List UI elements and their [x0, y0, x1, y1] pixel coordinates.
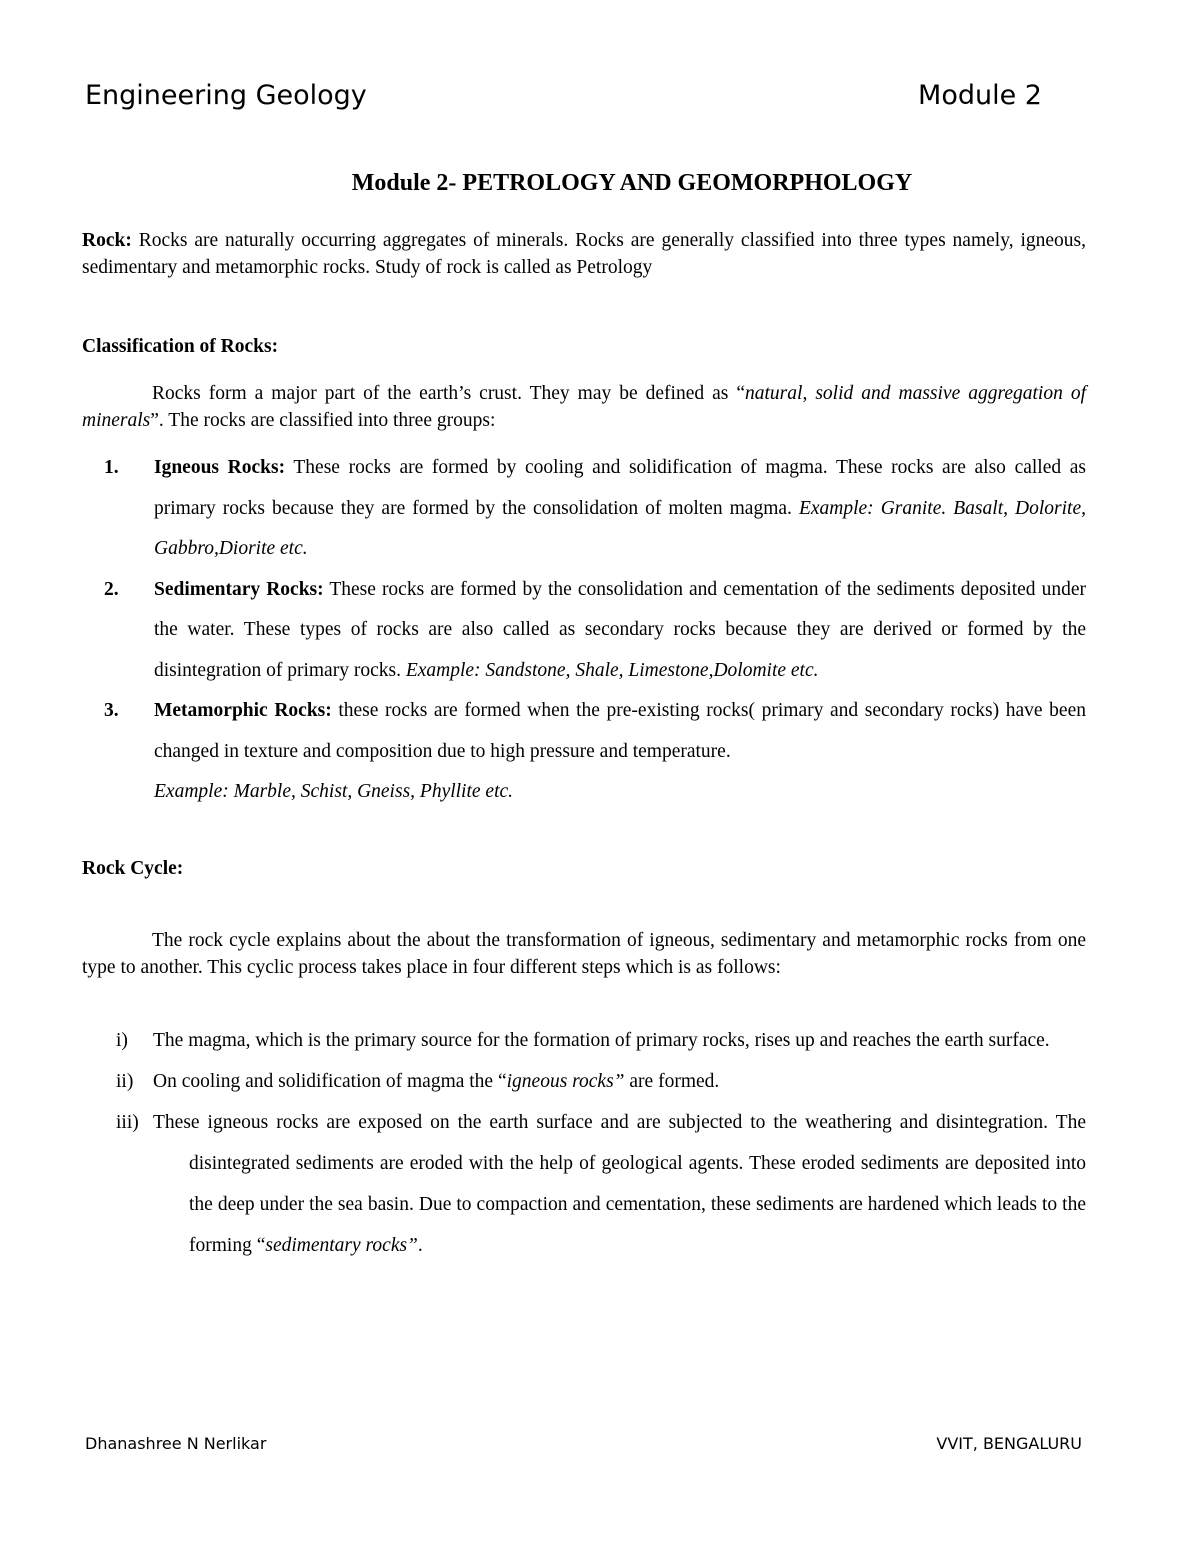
header-course-title: Engineering Geology [85, 80, 367, 111]
list-item-step-3 [82, 1102, 1086, 1266]
header-module-label: Module 2 [918, 80, 1042, 111]
rock-cycle-intro [82, 928, 1086, 981]
page-title: Module 2- PETROLOGY AND GEOMORPHOLOGY [351, 170, 913, 196]
list-item-label: Igneous Rocks: [154, 457, 286, 478]
list-item-text: These rocks are formed by cooling and solidification of magma. These rocks are also called as primary rocks because they are formed by the consolidation of molten magma. [154, 457, 1087, 519]
rock-cycle-heading: Rock Cycle: [82, 858, 184, 879]
step-label: iii) [116, 1112, 139, 1133]
list-item-metamorphic [82, 691, 1086, 813]
list-item-step-1 [82, 1020, 1086, 1061]
step-text: These igneous rocks are exposed on the earth surface and are subjected to the weathering and disintegration. The disintegrated sediments are eroded with the help of geological agents. These eroded sediments are deposited into the deep under the sea basin. Due to compaction and cementation, these sediments are hardened which leads to the forming “ [153, 1112, 1086, 1256]
step-label: i) [116, 1030, 128, 1051]
rock-definition [82, 228, 1086, 281]
rock-label: Rock: [82, 230, 132, 251]
list-item-example: Example: Sandstone, Shale, Limestone,Dolomite etc. [405, 659, 819, 681]
rock-definition-text: Rocks are naturally occurring aggregates of minerals. Rocks are generally classified into three types namely, igneous, sedimentary and metamorphic rocks. Study of rock is called as Petrology [82, 230, 1086, 278]
list-item-igneous [82, 448, 1086, 570]
step-text: On cooling and solidification of magma the “ [153, 1071, 507, 1092]
classification-heading: Classification of Rocks: [82, 336, 279, 357]
classification-intro-before: Rocks form a major part of the earth’s crust. They may be defined as “ [152, 383, 746, 404]
step-text-after: . [417, 1235, 423, 1256]
list-item-step-2 [82, 1061, 1086, 1102]
classification-intro-italic: natural, solid and massive aggregation of minerals [82, 383, 1087, 431]
footer-author: Dhanashree N Nerlikar [85, 1434, 267, 1453]
rock-cycle-intro-text: The rock cycle explains about the about the transformation of igneous, sedimentary and metamorphic rocks from one type to another. This cyclic process takes place in four different steps which is as follows: [82, 930, 1086, 978]
list-item-example: Example: Granite. Basalt, Dolorite, Gabbro,Diorite etc. [154, 497, 1086, 559]
list-item-label: Metamorphic Rocks: [154, 700, 332, 721]
list-item-text: These rocks are formed by the consolidation and cementation of the sediments deposited under the water. These types of rocks are also called as secondary rocks because they are derived or formed by the disintegration of primary rocks. [154, 578, 1086, 681]
rock-types-list [82, 448, 1086, 813]
list-item-label: Sedimentary Rocks: [154, 578, 324, 600]
step-text: The magma, which is the primary source for the formation of primary rocks, rises up and reaches the earth surface. [153, 1030, 1050, 1051]
list-item-sedimentary [82, 570, 1086, 692]
list-number: 1. [104, 457, 119, 478]
step-label: ii) [116, 1071, 134, 1092]
list-item-example: Example: Marble, Schist, Gneiss, Phyllite etc. [154, 781, 514, 802]
footer-institution: VVIT, BENGALURU [936, 1434, 1082, 1453]
step-italic: sedimentary rocks” [265, 1235, 418, 1256]
classification-intro [82, 380, 1086, 434]
list-number: 2. [104, 578, 119, 600]
step-text-after: are formed. [624, 1071, 720, 1092]
rock-cycle-steps-list [82, 1020, 1086, 1266]
list-item-text: these rocks are formed when the pre-existing rocks( primary and secondary rocks) have been changed in texture and composition due to high pressure and temperature. [154, 700, 1086, 762]
classification-intro-after: ”. The rocks are classified into three groups: [150, 410, 496, 431]
list-number: 3. [104, 700, 119, 721]
step-italic: igneous rocks” [506, 1071, 625, 1092]
